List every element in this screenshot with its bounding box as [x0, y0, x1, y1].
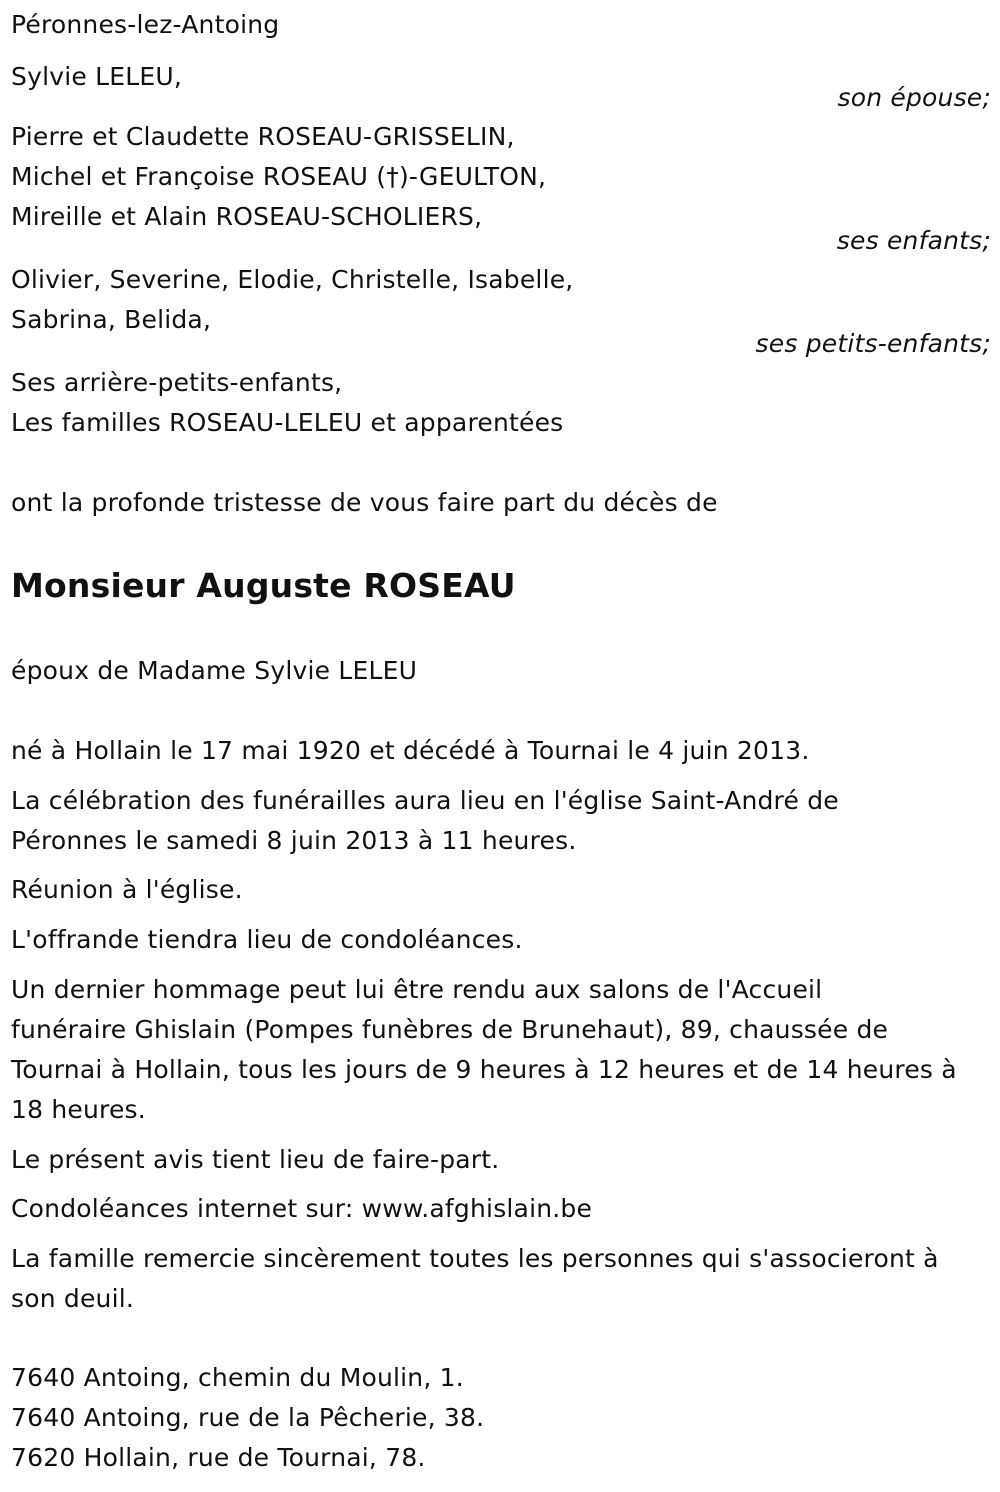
- notice: Le présent avis tient lieu de faire-part.: [11, 1145, 500, 1174]
- grandchild-line: Olivier, Severine, Elodie, Christelle, Isabelle,: [11, 265, 574, 294]
- child-line: Pierre et Claudette ROSEAU-GRISSELIN,: [11, 122, 515, 151]
- grandchild-line: Sabrina, Belida,: [11, 305, 212, 334]
- grandchildren-role: ses petits-enfants;: [755, 329, 991, 358]
- address-line: 7640 Antoing, rue de la Pêcherie, 38.: [11, 1403, 485, 1432]
- announcement: ont la profonde tristesse de vous faire part du décès de: [11, 488, 718, 517]
- spouse-name: Sylvie LELEU,: [11, 62, 182, 91]
- family-line: Les familles ROSEAU-LELEU et apparentées: [11, 408, 564, 437]
- offering: L'offrande tiendra lieu de condoléances.: [11, 925, 523, 954]
- spouse-of: époux de Madame Sylvie LELEU: [11, 656, 418, 685]
- address-line: 7640 Antoing, chemin du Moulin, 1.: [11, 1363, 464, 1392]
- deceased-name: Monsieur Auguste ROSEAU: [11, 566, 516, 605]
- location: Péronnes-lez-Antoing: [11, 10, 280, 39]
- children-role: ses enfants;: [836, 226, 991, 255]
- birth-death: né à Hollain le 17 mai 1920 et décédé à Tournai le 4 juin 2013.: [11, 736, 810, 765]
- funeral-line: La célébration des funérailles aura lieu en l'église Saint-André de: [11, 786, 839, 815]
- thanks-line: La famille remercie sincèrement toutes les personnes qui s'associeront à: [11, 1244, 939, 1273]
- condolences: Condoléances internet sur: www.afghislain.be: [11, 1194, 593, 1223]
- address-line: 7620 Hollain, rue de Tournai, 78.: [11, 1443, 426, 1472]
- family-line: Ses arrière-petits-enfants,: [11, 368, 343, 397]
- spouse-role: son épouse;: [837, 83, 991, 112]
- tribute-line: Un dernier hommage peut lui être rendu aux salons de l'Accueil: [11, 975, 823, 1004]
- meeting: Réunion à l'église.: [11, 875, 243, 904]
- tribute-line: funéraire Ghislain (Pompes funèbres de Brunehaut), 89, chaussée de: [11, 1015, 889, 1044]
- thanks-line: son deuil.: [11, 1284, 135, 1313]
- funeral-line: Péronnes le samedi 8 juin 2013 à 11 heures.: [11, 826, 577, 855]
- tribute-line: 18 heures.: [11, 1095, 146, 1124]
- child-line: Michel et Françoise ROSEAU (†)-GEULTON,: [11, 162, 547, 191]
- tribute-line: Tournai à Hollain, tous les jours de 9 heures à 12 heures et de 14 heures à: [11, 1055, 957, 1084]
- child-line: Mireille et Alain ROSEAU-SCHOLIERS,: [11, 202, 483, 231]
